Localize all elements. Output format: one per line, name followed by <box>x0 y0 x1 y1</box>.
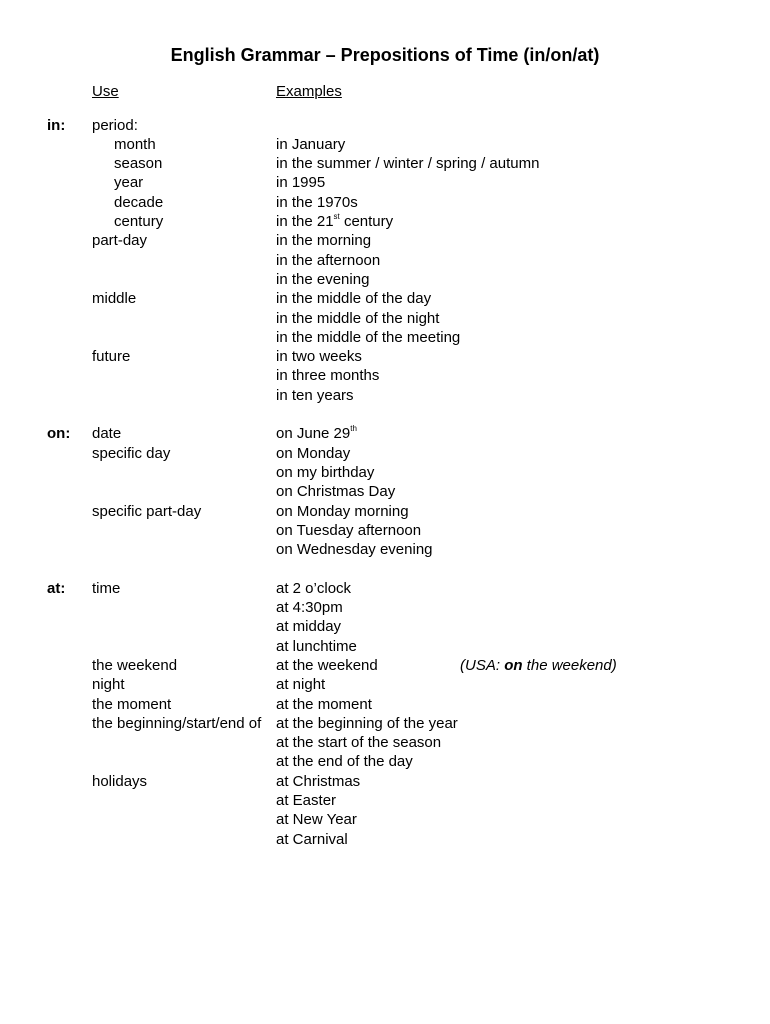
example-text: on Monday morning <box>276 502 409 520</box>
preposition-label: in: <box>47 116 66 134</box>
table-row <box>0 386 770 405</box>
example-text: at lunchtime <box>276 637 357 655</box>
table-row <box>0 791 770 810</box>
example-cell <box>276 714 458 733</box>
example-text: at 2 o’clock <box>276 579 352 597</box>
table-row <box>0 752 770 771</box>
example-text: at Carnival <box>276 830 348 848</box>
example-text: at Easter <box>276 792 337 809</box>
table-row <box>0 482 770 501</box>
example-text: on Tuesday afternoon <box>276 521 422 539</box>
example-cell <box>276 695 372 714</box>
table-row <box>0 231 770 250</box>
table-row <box>0 173 770 192</box>
use-cell: specific day <box>92 444 171 462</box>
example-cell <box>276 675 325 694</box>
example-cell <box>276 424 357 443</box>
example-text: in the 21 <box>276 213 334 230</box>
example-text: on my birthday <box>276 463 375 481</box>
example-cell <box>276 598 343 617</box>
example-text: at the moment <box>276 695 372 713</box>
table-row <box>0 309 770 328</box>
example-cell <box>276 791 336 810</box>
table-row <box>0 637 770 656</box>
use-cell: future <box>92 348 131 366</box>
example-text: at midday <box>276 618 342 636</box>
example-cell <box>276 637 357 656</box>
example-cell <box>276 617 341 636</box>
table-row <box>0 540 770 559</box>
example-text: at the start of the season <box>276 734 442 752</box>
example-text: at 4:30pm <box>276 599 343 616</box>
use-cell: month <box>114 135 156 153</box>
table-row <box>0 521 770 540</box>
use-cell: the beginning/start/end of <box>92 714 262 732</box>
table-row <box>0 695 770 714</box>
table-row <box>0 733 770 752</box>
example-cell <box>276 270 369 289</box>
table-row <box>0 154 770 173</box>
example-cell <box>276 386 354 405</box>
example-text: in January <box>276 135 346 153</box>
example-text: in the morning <box>276 232 372 250</box>
examples-column-header: Examples <box>276 83 342 100</box>
table-row <box>0 772 770 791</box>
table-row <box>0 617 770 636</box>
use-column-header: Use <box>92 83 119 100</box>
table-row <box>0 579 770 598</box>
table-row <box>0 444 770 463</box>
example-text: on Monday <box>276 444 351 462</box>
example-text: on June 29 <box>276 425 351 443</box>
example-cell <box>276 135 345 154</box>
use-cell: season <box>114 155 163 173</box>
note-post: the weekend) <box>522 656 617 674</box>
example-cell <box>276 212 393 231</box>
use-cell: the moment <box>92 695 172 713</box>
use-cell: specific part-day <box>92 502 202 520</box>
table-row <box>0 116 770 135</box>
example-cell <box>276 521 421 540</box>
table-row <box>0 810 770 829</box>
table-row <box>0 598 770 617</box>
example-text: in the summer / winter / spring / autumn <box>276 155 540 173</box>
table-row <box>0 366 770 385</box>
table-row <box>0 347 770 366</box>
example-text: on Wednesday evening <box>276 541 433 559</box>
example-cell <box>276 366 379 385</box>
note-bold: on <box>504 656 523 674</box>
example-cell <box>276 444 350 463</box>
table-row <box>0 328 770 347</box>
example-text: at New Year <box>276 811 357 829</box>
example-text: in the middle of the day <box>276 290 432 308</box>
use-cell: middle <box>92 290 137 308</box>
use-cell: part-day <box>92 232 148 250</box>
example-text: in three months <box>276 367 380 385</box>
example-text: in two weeks <box>276 348 362 366</box>
table-row <box>0 193 770 212</box>
use-cell: period: <box>92 116 138 134</box>
example-cell <box>276 830 348 849</box>
usa-note <box>460 656 617 675</box>
use-cell: the weekend <box>92 656 178 674</box>
note-pre: (USA: <box>460 656 505 674</box>
example-cell <box>276 231 371 250</box>
ordinal-suffix: th <box>350 424 357 434</box>
example-cell <box>276 154 539 173</box>
use-cell: century <box>114 213 164 230</box>
example-text: in the 1970s <box>276 193 358 211</box>
example-text: at night <box>276 676 326 694</box>
example-text: in 1995 <box>276 174 326 192</box>
table-row <box>0 830 770 849</box>
table-row <box>0 289 770 308</box>
example-text: at the end of the day <box>276 753 413 771</box>
table-row <box>0 251 770 270</box>
example-cell <box>276 656 378 675</box>
use-cell: decade <box>114 193 164 211</box>
table-row <box>0 463 770 482</box>
example-cell <box>276 251 380 270</box>
table-row <box>0 270 770 289</box>
preposition-label: at: <box>47 579 66 597</box>
example-cell <box>276 540 433 559</box>
use-cell: year <box>114 174 144 192</box>
ordinal-suffix: st <box>333 212 340 221</box>
example-cell <box>276 328 460 347</box>
table-row <box>0 424 770 443</box>
example-cell <box>276 173 325 192</box>
table-row <box>0 135 770 154</box>
use-cell: time <box>92 579 121 597</box>
use-cell: night <box>92 676 125 694</box>
example-cell <box>276 347 362 366</box>
example-cell <box>276 482 395 501</box>
table-row <box>0 675 770 694</box>
example-cell <box>276 502 409 521</box>
example-text: on Christmas Day <box>276 483 396 501</box>
example-cell <box>276 772 360 791</box>
table-row <box>0 502 770 521</box>
table-row <box>0 656 770 675</box>
example-cell <box>276 463 374 482</box>
example-text: in the afternoon <box>276 251 381 269</box>
example-cell <box>276 733 441 752</box>
example-text: in the middle of the meeting <box>276 328 461 346</box>
example-text: in ten years <box>276 386 354 404</box>
example-cell <box>276 289 431 308</box>
preposition-label: on: <box>47 425 71 443</box>
example-cell <box>276 579 351 598</box>
page-title: English Grammar – Prepositions of Time (in/on/at) <box>170 45 600 65</box>
use-cell: holidays <box>92 772 148 790</box>
example-text: at the weekend <box>276 656 378 674</box>
use-cell: date <box>92 425 122 443</box>
example-cell <box>276 309 439 328</box>
example-text: at Christmas <box>276 772 361 790</box>
example-text-suffix: century <box>339 213 394 230</box>
example-cell <box>276 193 358 212</box>
example-cell <box>276 810 357 829</box>
example-text: in the evening <box>276 270 370 288</box>
table-row <box>0 212 770 231</box>
example-text: in the middle of the night <box>276 309 440 327</box>
table-row <box>0 714 770 733</box>
example-cell <box>276 752 413 771</box>
example-text: at the beginning of the year <box>276 714 458 732</box>
